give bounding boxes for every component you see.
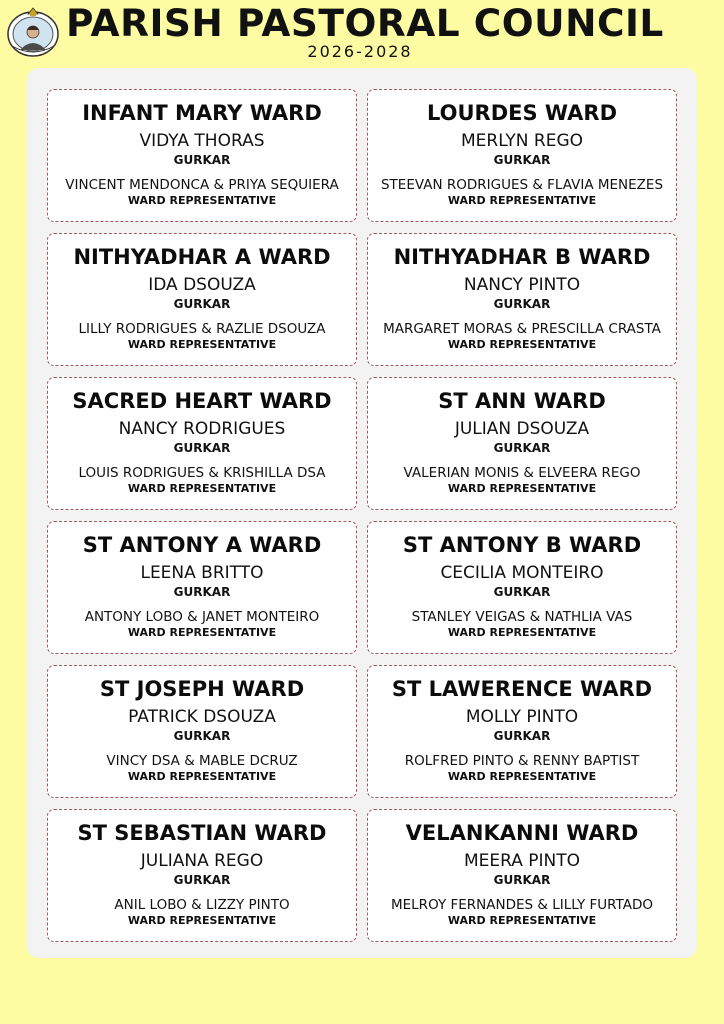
- ward-representatives: LILLY RODRIGUES & RAZLIE DSOUZA: [78, 321, 326, 337]
- ward-name: SACRED HEART WARD: [72, 389, 332, 413]
- gurkar-name: LEENA BRITTO: [140, 563, 264, 583]
- gurkar-role-label: GURKAR: [173, 585, 231, 599]
- ward-card: [47, 665, 357, 798]
- ward-representatives: STEEVAN RODRIGUES & FLAVIA MENEZES: [380, 177, 664, 193]
- gurkar-name: JULIANA REGO: [140, 851, 264, 871]
- ward-representative-label: WARD REPRESENTATIVE: [127, 626, 277, 639]
- gurkar-role-label: GURKAR: [173, 873, 231, 887]
- gurkar-name: NANCY PINTO: [463, 275, 581, 295]
- gurkar-role-label: GURKAR: [493, 297, 551, 311]
- ward-name: NITHYADHAR B WARD: [393, 245, 651, 269]
- ward-representatives: STANLEY VEIGAS & NATHLIA VAS: [411, 609, 633, 625]
- gurkar-role-label: GURKAR: [493, 153, 551, 167]
- parish-logo-icon: [6, 6, 60, 58]
- ward-representative-label: WARD REPRESENTATIVE: [447, 194, 597, 207]
- gurkar-role-label: GURKAR: [493, 873, 551, 887]
- gurkar-name: VIDYA THORAS: [139, 131, 265, 151]
- ward-card: [367, 89, 677, 222]
- ward-name: ST SEBASTIAN WARD: [77, 821, 327, 845]
- ward-representatives: ANTONY LOBO & JANET MONTEIRO: [84, 609, 320, 625]
- ward-representatives: MARGARET MORAS & PRESCILLA CRASTA: [383, 321, 661, 337]
- ward-representatives: MELROY FERNANDES & LILLY FURTADO: [390, 897, 653, 913]
- ward-representatives: ROLFRED PINTO & RENNY BAPTIST: [404, 753, 640, 769]
- ward-representatives: LOUIS RODRIGUES & KRISHILLA DSA: [78, 465, 326, 481]
- ward-name: INFANT MARY WARD: [82, 101, 322, 125]
- ward-representative-label: WARD REPRESENTATIVE: [127, 482, 277, 495]
- ward-name: LOURDES WARD: [427, 101, 617, 125]
- ward-card: [367, 809, 677, 942]
- ward-card: [367, 377, 677, 510]
- ward-representative-label: WARD REPRESENTATIVE: [127, 194, 277, 207]
- gurkar-name: CECILIA MONTEIRO: [440, 563, 604, 583]
- ward-card: [367, 521, 677, 654]
- ward-representatives: VALERIAN MONIS & ELVEERA REGO: [403, 465, 641, 481]
- gurkar-name: JULIAN DSOUZA: [454, 419, 590, 439]
- ward-name: ST ANTONY A WARD: [82, 533, 322, 557]
- ward-name: ST ANTONY B WARD: [402, 533, 642, 557]
- ward-representatives: VINCENT MENDONCA & PRIYA SEQUIERA: [65, 177, 339, 193]
- ward-card: [47, 233, 357, 366]
- ward-representative-label: WARD REPRESENTATIVE: [447, 338, 597, 351]
- ward-card: [47, 521, 357, 654]
- gurkar-role-label: GURKAR: [493, 585, 551, 599]
- page-title: PARISH PASTORAL COUNCIL: [66, 1, 664, 45]
- gurkar-name: IDA DSOUZA: [148, 275, 256, 295]
- gurkar-role-label: GURKAR: [173, 297, 231, 311]
- ward-card: [367, 233, 677, 366]
- ward-name: NITHYADHAR A WARD: [73, 245, 331, 269]
- gurkar-role-label: GURKAR: [173, 441, 231, 455]
- ward-card: [47, 377, 357, 510]
- gurkar-role-label: GURKAR: [173, 153, 231, 167]
- ward-card: [47, 809, 357, 942]
- page-subtitle-years: 2026-2028: [307, 42, 413, 61]
- gurkar-role-label: GURKAR: [493, 441, 551, 455]
- ward-representative-label: WARD REPRESENTATIVE: [127, 770, 277, 783]
- gurkar-name: MEERA PINTO: [463, 851, 581, 871]
- gurkar-name: NANCY RODRIGUES: [118, 419, 286, 439]
- ward-representative-label: WARD REPRESENTATIVE: [447, 770, 597, 783]
- ward-representatives: ANIL LOBO & LIZZY PINTO: [114, 897, 290, 913]
- ward-name: ST LAWERENCE WARD: [391, 677, 653, 701]
- ward-representatives: VINCY DSA & MABLE DCRUZ: [106, 753, 298, 769]
- ward-name: ST JOSEPH WARD: [99, 677, 305, 701]
- gurkar-name: PATRICK DSOUZA: [128, 707, 276, 727]
- ward-representative-label: WARD REPRESENTATIVE: [127, 914, 277, 927]
- gurkar-role-label: GURKAR: [493, 729, 551, 743]
- ward-name: ST ANN WARD: [438, 389, 606, 413]
- gurkar-name: MERLYN REGO: [460, 131, 584, 151]
- header: [0, 0, 724, 66]
- ward-card: [367, 665, 677, 798]
- gurkar-role-label: GURKAR: [173, 729, 231, 743]
- ward-name: VELANKANNI WARD: [405, 821, 639, 845]
- ward-representative-label: WARD REPRESENTATIVE: [447, 482, 597, 495]
- ward-representative-label: WARD REPRESENTATIVE: [447, 626, 597, 639]
- ward-card: [47, 89, 357, 222]
- ward-representative-label: WARD REPRESENTATIVE: [447, 914, 597, 927]
- ward-representative-label: WARD REPRESENTATIVE: [127, 338, 277, 351]
- gurkar-name: MOLLY PINTO: [465, 707, 579, 727]
- wards-panel: [27, 68, 697, 958]
